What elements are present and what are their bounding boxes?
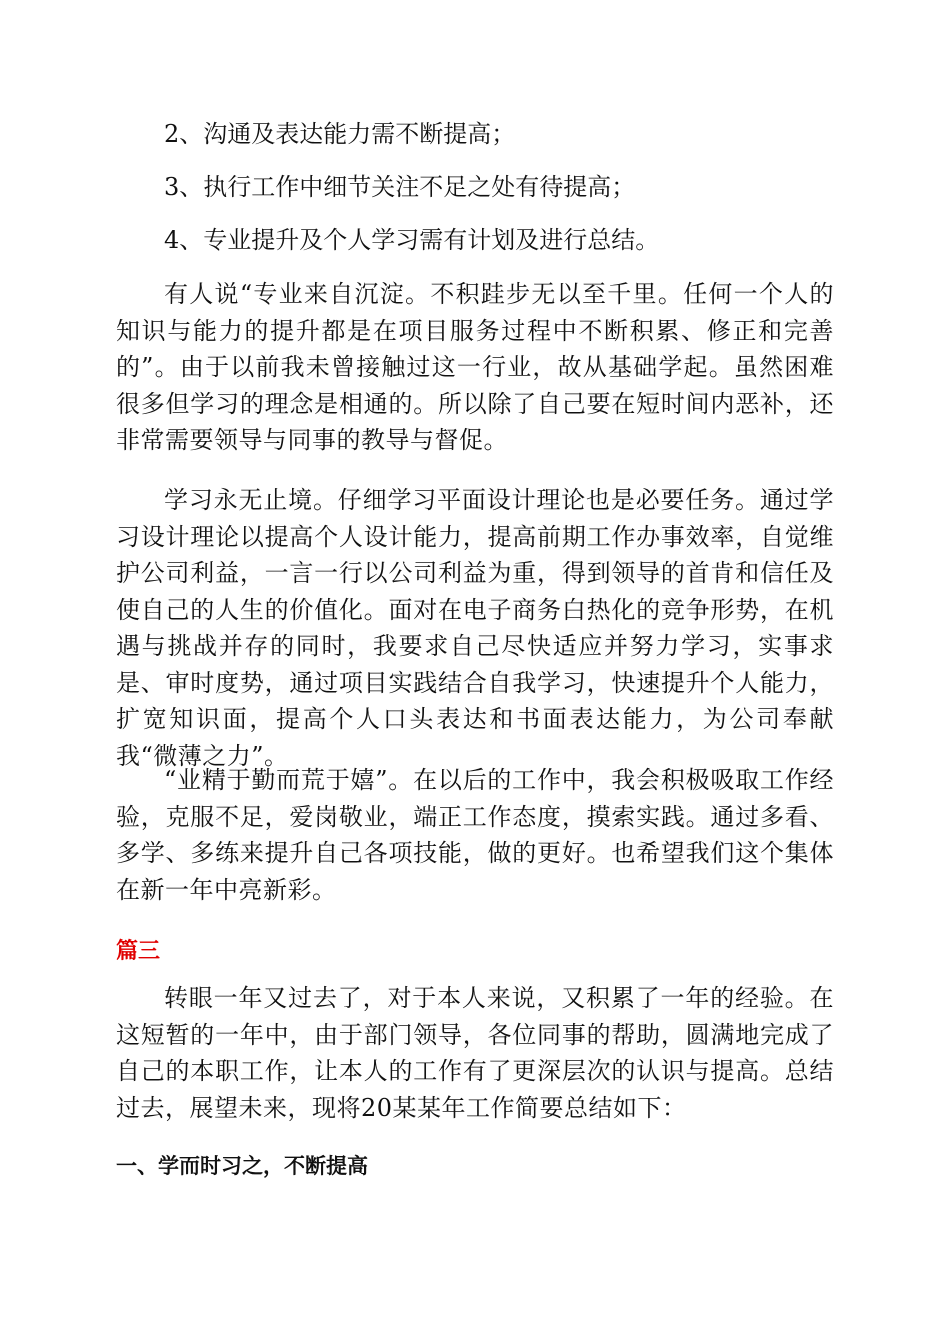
list-item: 3、执行工作中细节关注不足之处有待提高； bbox=[164, 173, 636, 201]
body-paragraph: “业精于勤而荒于嬉”。在以后的工作中，我会积极吸取工作经验，克服不足，爱岗敬业，端正工作态度，摸索实践。通过多看、多学、多练来提升自己各项技能，做的更好。也希望我们这个集体在新一年中亮新彩。 bbox=[116, 766, 834, 904]
sub-heading: 一、学而时习之，不断提高 bbox=[116, 1154, 368, 1178]
list-item: 2、沟通及表达能力需不断提高； bbox=[164, 120, 516, 148]
section-paragraph: 转眼一年又过去了，对于本人来说，又积累了一年的经验。在这短暂的一年中，由于部门领导，各位同事的帮助，圆满地完成了自己的本职工作，让本人的工作有了更深层次的认识与提高。总结过去，展望未来，现将20某某年工作简要总结如下： bbox=[116, 984, 834, 1122]
body-paragraph: 学习永无止境。仔细学习平面设计理论也是必要任务。通过学习设计理论以提高个人设计能力，提高前期工作办事效率，自觉维护公司利益，一言一行以公司利益为重，得到领导的首肯和信任及使自己的人生的价值化。面对在电子商务白热化的竞争形势，在机遇与挑战并存的同时，我要求自己尽快适应并努力学习，实事求是、审时度势，通过项目实践结合自我学习，快速提升个人能力，扩宽知识面，提高个人口头表达和书面表达能力，为公司奉献我“微薄之力”。 bbox=[116, 486, 834, 770]
section-title: 篇三 bbox=[116, 939, 161, 964]
body-paragraph: 有人说“专业来自沉淀。不积跬步无以至千里。任何一个人的知识与能力的提升都是在项目服务过程中不断积累、修正和完善的”。由于以前我未曾接触过这一行业，故从基础学起。虽然困难很多但学习的理念是相通的。所以除了自己要在短时间内恶补，还非常需要领导与同事的教导与督促。 bbox=[116, 280, 834, 454]
list-item: 4、专业提升及个人学习需有计划及进行总结。 bbox=[164, 226, 660, 254]
